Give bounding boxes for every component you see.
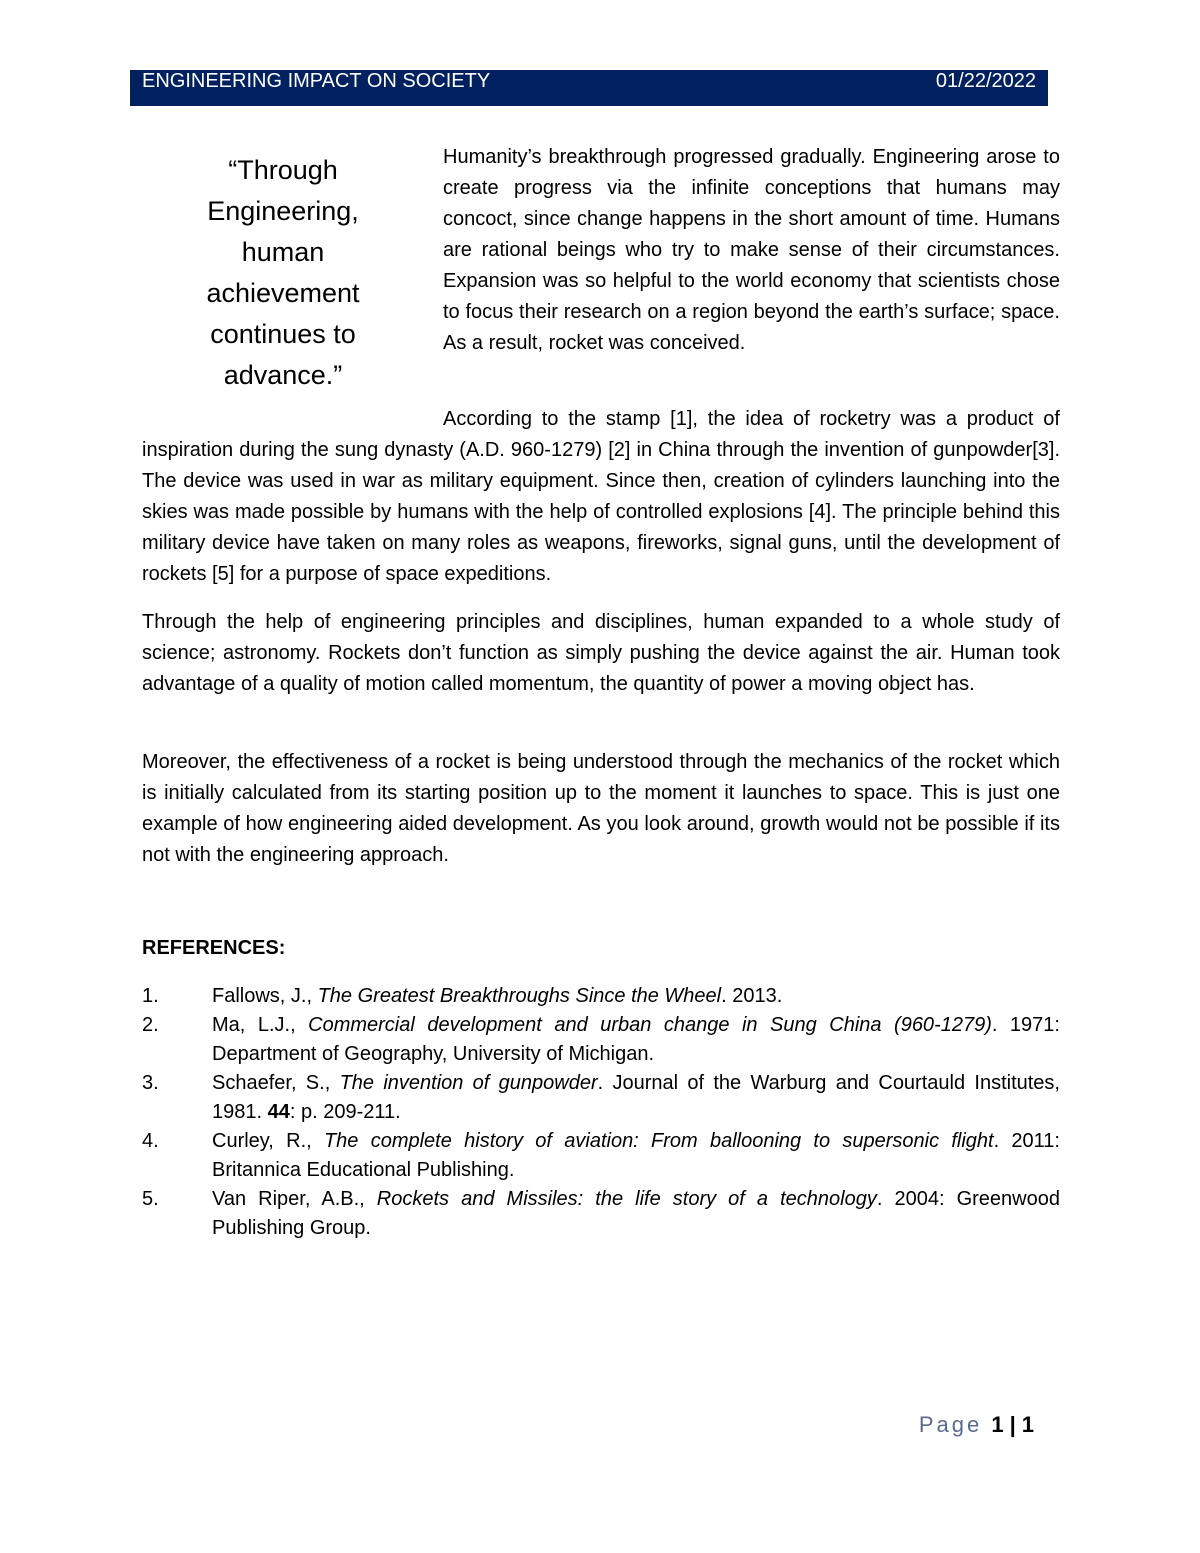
reference-title: Commercial development and urban change in Sung China (960-1279) (308, 1014, 992, 1036)
reference-text (212, 1185, 1060, 1243)
pull-quote: “Through Engineering, human achievement continues to advance.” (206, 155, 360, 390)
reference-text (212, 1069, 1060, 1127)
reference-author: Curley, R., (212, 1130, 324, 1152)
page-total: 1 (1021, 1412, 1034, 1437)
reference-title: The complete history of aviation: From ballooning to supersonic flight (323, 1130, 994, 1152)
reference-item (142, 1069, 1060, 1127)
reference-number: 5. (142, 1188, 159, 1210)
page-current: 1 (991, 1412, 1004, 1437)
reference-number: 3. (142, 1072, 159, 1094)
reference-volume: 44 (267, 1101, 290, 1123)
page-label: Page (918, 1412, 983, 1437)
document-title: ENGINEERING IMPACT ON SOCIETY (142, 70, 491, 92)
reference-details: . Journal of the Warburg and Courtauld Institutes, 1981. (212, 1072, 1060, 1123)
reference-item (142, 982, 1060, 1011)
paragraph-conclusion: Moreover, the effectiveness of a rocket is being understood through the mechanics of the rocket which is initially calculated from its starting position up to the moment it launches to space. This is just one example of how engineering aided development. As you look around, growth would not be possible if its not with the engineering approach. (142, 751, 1060, 866)
reference-details: . 1971: Department of Geography, University of Michigan. (212, 1014, 1060, 1065)
reference-text (212, 1011, 1060, 1069)
reference-text (212, 1127, 1060, 1185)
reference-title: The invention of gunpowder (339, 1072, 598, 1094)
reference-number: 2. (142, 1014, 159, 1036)
paragraph-intro: Humanity’s breakthrough progressed gradually. Engineering arose to create progress via the infinite conceptions that humans may concoct, since change happens in the short amount of time. Humans are rational beings who try to make sense of their circumstances. Expansion was so helpful to the world economy that scientists chose to focus their research on a region beyond the earth’s surface; space. As a result, rocket was conceived. (443, 146, 1060, 354)
reference-number: 4. (142, 1130, 159, 1152)
reference-details: . 2004: Greenwood Publishing Group. (212, 1188, 1060, 1239)
paragraph-history: According to the stamp [1], the idea of rocketry was a product of inspiration during the sung dynasty (A.D. 960-1279) [2] in China through the invention of gunpowder[3]. The device was used in war as military equipment. Since then, creation of cylinders launching into the skies was made possible by humans with the help of controlled explosions [4]. The principle behind this military device have taken on many roles as weapons, fireworks, signal guns, until the development of rockets [5] for a purpose of space expeditions. (142, 408, 1060, 585)
reference-author: Fallows, J., (212, 985, 318, 1007)
reference-text (212, 982, 1060, 1011)
reference-item (142, 1185, 1060, 1243)
reference-number: 1. (142, 985, 159, 1007)
reference-author: Van Riper, A.B., (212, 1188, 377, 1210)
page-separator: | (1009, 1412, 1016, 1437)
reference-title: Rockets and Missiles: the life story of a technology (376, 1188, 877, 1210)
reference-details: . 2011: Britannica Educational Publishing. (212, 1130, 1060, 1181)
reference-author: Schaefer, S., (212, 1072, 340, 1094)
paragraph-science: Through the help of engineering principles and disciplines, human expanded to a whole study of science; astronomy. Rockets don’t function as simply pushing the device against the air. Human took advantage of a quality of motion called momentum, the quantity of power a moving object has. (142, 611, 1060, 695)
reference-details: . 2013. (721, 985, 783, 1007)
document-date: 01/22/2022 (935, 70, 1036, 92)
reference-item (142, 1127, 1060, 1185)
reference-pages: : p. 209-211. (289, 1101, 401, 1123)
reference-item (142, 1011, 1060, 1069)
reference-author: Ma, L.J., (212, 1014, 309, 1036)
header-bar (130, 70, 1048, 106)
references-list (142, 982, 1060, 1243)
page-number (919, 1410, 1034, 1440)
reference-title: The Greatest Breakthroughs Since the Wheel (317, 985, 722, 1007)
references-heading: REFERENCES: (142, 937, 286, 959)
